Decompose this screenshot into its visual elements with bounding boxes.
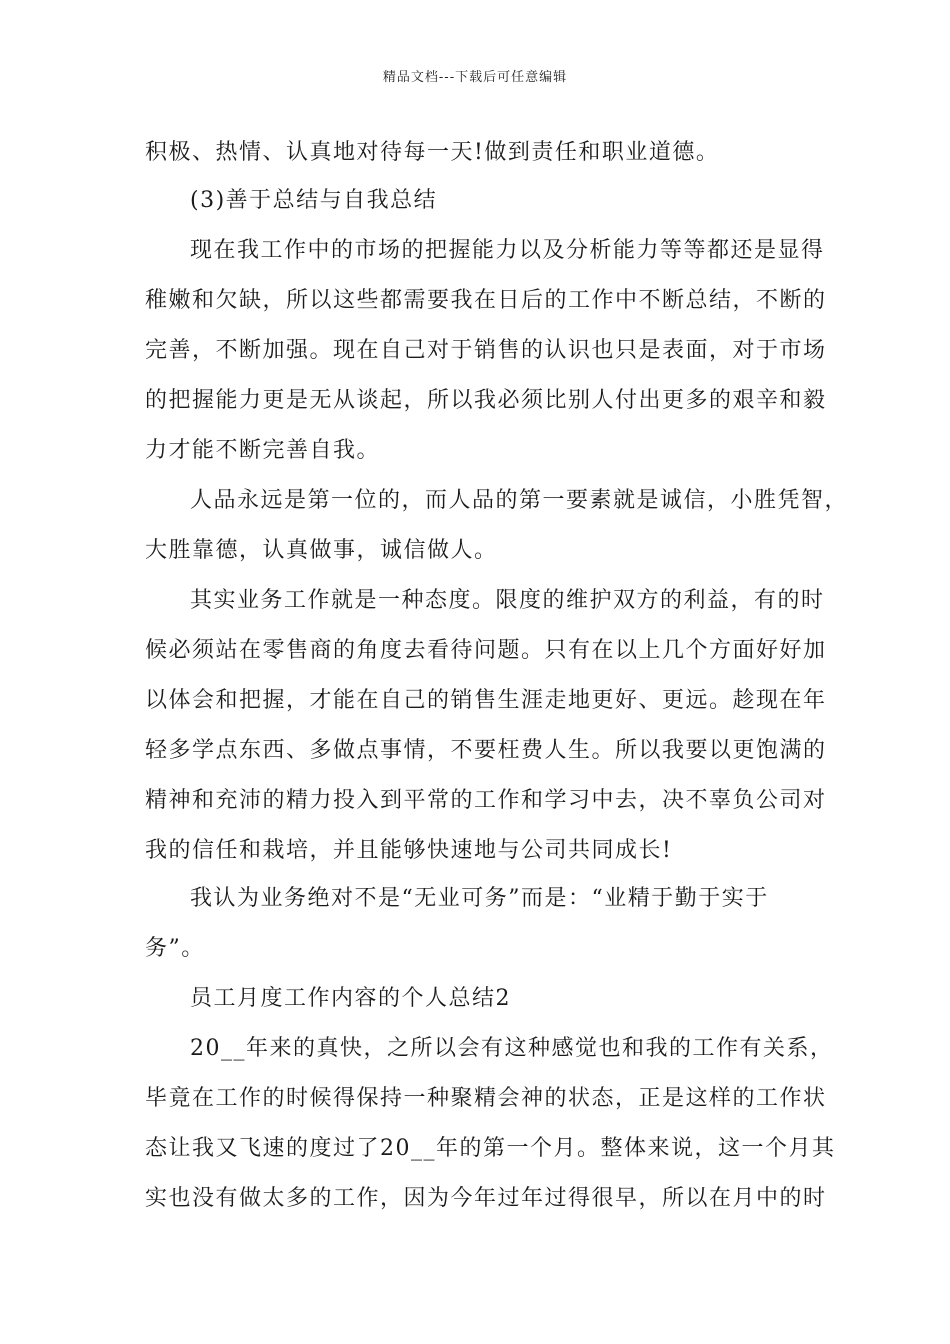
text-line: 力才能不断完善自我。 [145,438,381,463]
text-line: 现在我工作中的市场的把握能力以及分析能力等等都还是显得 [190,238,825,263]
text-line: 我认为业务绝对不是“无业可务”而是：“业精于勤于实于 [190,886,769,911]
text-line: 毕竟在工作的时候得保持一种聚精会神的状态，正是这样的工作状 [145,1086,827,1111]
text-line: 我的信任和栽培，并且能够快速地与公司共同成长! [145,838,673,863]
text-line: 人品永远是第一位的，而人品的第一要素就是诚信，小胜凭智， [190,488,849,513]
text-line: 积极、热情、认真地对待每一天!做到责任和职业道德。 [145,140,720,165]
text-line: 完善，不断加强。现在自己对于销售的认识也只是表面，对于市场 [145,338,827,363]
page-header: 精品文档---下载后可任意编辑 [382,70,568,85]
section-heading: (3)善于总结与自我总结 [190,188,438,213]
section-title: 员工月度工作内容的个人总结2 [190,986,511,1011]
text-line: 精神和充沛的精力投入到平常的工作和学习中去，决不辜负公司对 [145,788,827,813]
text-line: 大胜靠德，认真做事，诚信做人。 [145,538,498,563]
text-line: 务”。 [145,936,205,961]
text-line: 以体会和把握，才能在自己的销售生涯走地更好、更远。趁现在年 [145,688,827,713]
text-line: 的把握能力更是无从谈起，所以我必须比别人付出更多的艰辛和毅 [145,388,827,413]
text-line: 实也没有做太多的工作，因为今年过年过得很早，所以在月中的时 [145,1186,827,1211]
text-line: 稚嫩和欠缺，所以这些都需要我在日后的工作中不断总结，不断的 [145,288,827,313]
text-line: 20__年来的真快，之所以会有这种感觉也和我的工作有关系， [190,1036,834,1061]
text-line: 轻多学点东西、多做点事情，不要枉费人生。所以我要以更饱满的 [145,738,827,763]
text-line: 候必须站在零售商的角度去看待问题。只有在以上几个方面好好加 [145,638,827,663]
text-line: 态让我又飞速的度过了20__年的第一个月。整体来说，这一个月其 [145,1136,836,1161]
text-line: 其实业务工作就是一种态度。限度的维护双方的利益，有的时 [190,588,825,613]
